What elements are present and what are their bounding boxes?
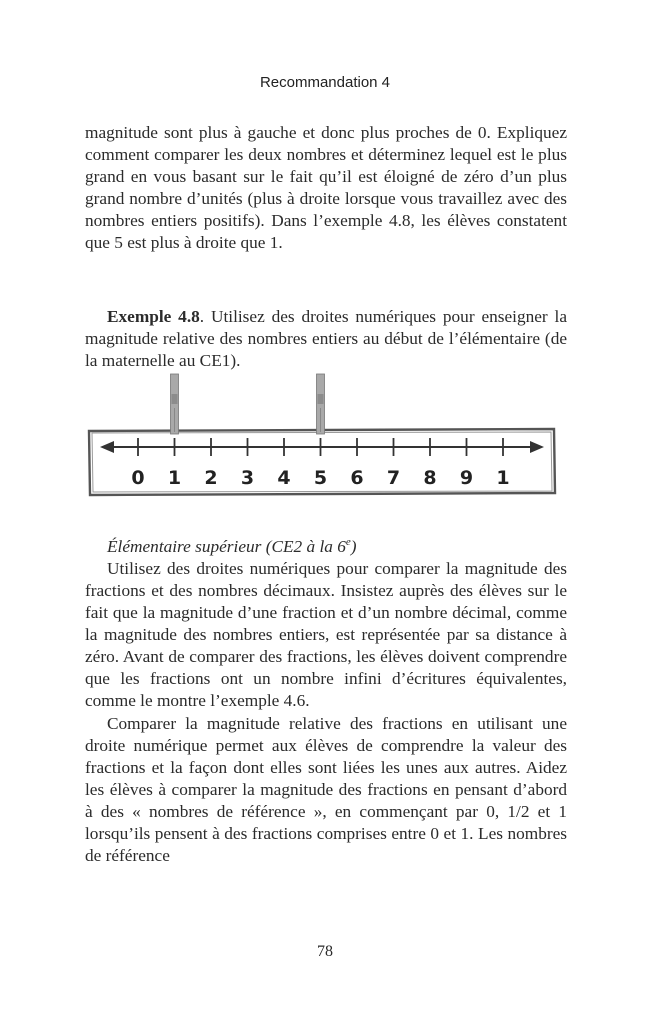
number-line-tick-label: 7	[386, 467, 401, 489]
running-head: Recommandation 4	[259, 74, 391, 91]
number-line-figure	[84, 372, 560, 502]
example-4-8-paragraph	[85, 306, 567, 372]
paragraph-3: Comparer la magnitude relative des fractions en utilisant une droite numérique permet aux élèves de comprendre la valeur des fractions et la façon dont elles sont liées les unes aux autres. Aidez les élèves à comparer la magnitude des fractions en pensant d’abord à des « nombres de référence », en commençant par 0, 1/2 et 1 lorsqu’ils pensent à des fractions comprises entre 0 et 1. Les nombres de référence	[85, 713, 567, 866]
section-subheading	[85, 531, 567, 558]
number-line-tick-label: 1	[167, 467, 182, 489]
example-text: . Utilisez des droites numériques pour enseigner la magnitude relative des nombres entiers au début de l’élémentaire (de la maternelle au CE1).	[85, 307, 567, 371]
subheading-text: Élémentaire supérieur (CE2 à la 6	[107, 536, 346, 556]
paragraph-1	[85, 122, 567, 255]
page-number: 78	[317, 943, 333, 960]
number-line-tick-label: 8	[423, 467, 437, 489]
number-line-tick-label: 0	[131, 467, 145, 489]
number-line-tick-label: 5	[313, 467, 328, 489]
number-line-tick-label: 1	[496, 467, 510, 489]
number-line-tick-label: 6	[350, 467, 364, 489]
clothespin-marker	[171, 374, 179, 434]
number-line-tick-label: 3	[240, 467, 255, 489]
paragraph-2: Utilisez des droites numériques pour comparer la magnitude des fractions et des nombres décimaux. Insistez auprès des élèves sur le fait que la magnitude d’une fraction et d’un nombre décimal, comme la magnitude des nombres entiers, est représentée par sa distance à zéro. Avant de comparer des fractions, les élèves doivent comprendre que les fractions ont un nombre infini d’écritures équivalentes, comme le montre l’exemple 4.6.	[85, 558, 567, 711]
example-label: Exemple 4.8	[107, 307, 200, 326]
paragraph-1-text: magnitude sont plus à gauche et donc plus proches de 0. Expliquez comment comparer les deux nombres et déterminez lequel est le plus grand en vous basant sur le fait qu’il est éloigné de zéro d’un plus grand nombre d’unités (plus à droite lorsque vous travaillez avec des nombres entiers positifs). Dans l’exemple 4.8, les élèves constatent que 5 est plus à droite que 1.	[85, 123, 567, 253]
number-line-tick-label: 2	[204, 467, 218, 489]
subheading-close: )	[350, 536, 357, 556]
subheading-superscript: e	[345, 536, 351, 548]
upper-elementary-section	[85, 531, 567, 867]
clothespin-marker	[317, 374, 325, 434]
number-line-svg	[84, 372, 560, 502]
number-line-tick-label: 9	[459, 467, 474, 489]
number-line-tick-label: 4	[277, 467, 291, 489]
